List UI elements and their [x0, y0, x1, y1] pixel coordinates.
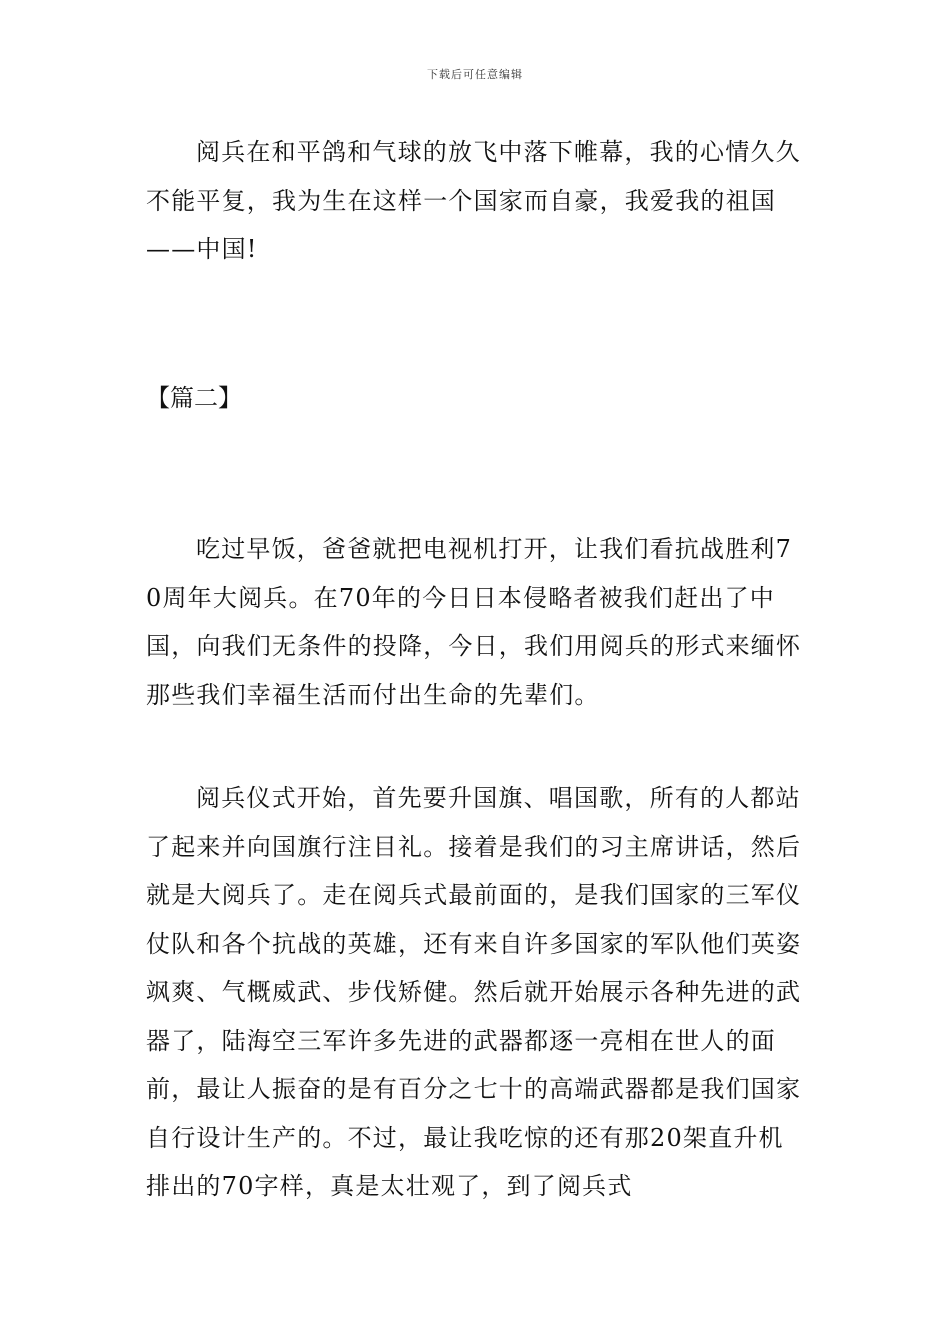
- paragraph-parade-description: 阅兵仪式开始，首先要升国旗、唱国歌，所有的人都站了起来并向国旗行注目礼。接着是我们的习主席讲话，然后就是大阅兵了。走在阅兵式最前面的，是我们国家的三军仪仗队和各个抗战的英雄，还有来自许多国家的军队他们英姿飒爽、气概威武、步伐矫健。然后就开始展示各种先进的武器了，陆海空三军许多先进的武器都逐一亮相在世人的面前，最让人振奋的是有百分之七十的高端武器都是我们国家自行设计生产的。不过，最让我吃惊的还有那20架直升机排出的70字样，真是太壮观了，到了阅兵式: [146, 784, 802, 1200]
- section-heading: 【篇二】: [146, 384, 242, 412]
- paragraph-part-two-intro: 吃过早饭，爸爸就把电视机打开，让我们看抗战胜利70周年大阅兵。在70年的今日日本侵略者被我们赶出了中国，向我们无条件的投降，今日，我们用阅兵的形式来缅怀那些我们幸福生活而付出生命的先辈们。: [146, 535, 802, 709]
- paragraph-closing-part-one: 阅兵在和平鸽和气球的放飞中落下帷幕，我的心情久久不能平复，我为生在这样一个国家而自豪，我爱我的祖国——中国!: [146, 138, 801, 263]
- header-note: 下载后可任意编辑: [427, 68, 523, 81]
